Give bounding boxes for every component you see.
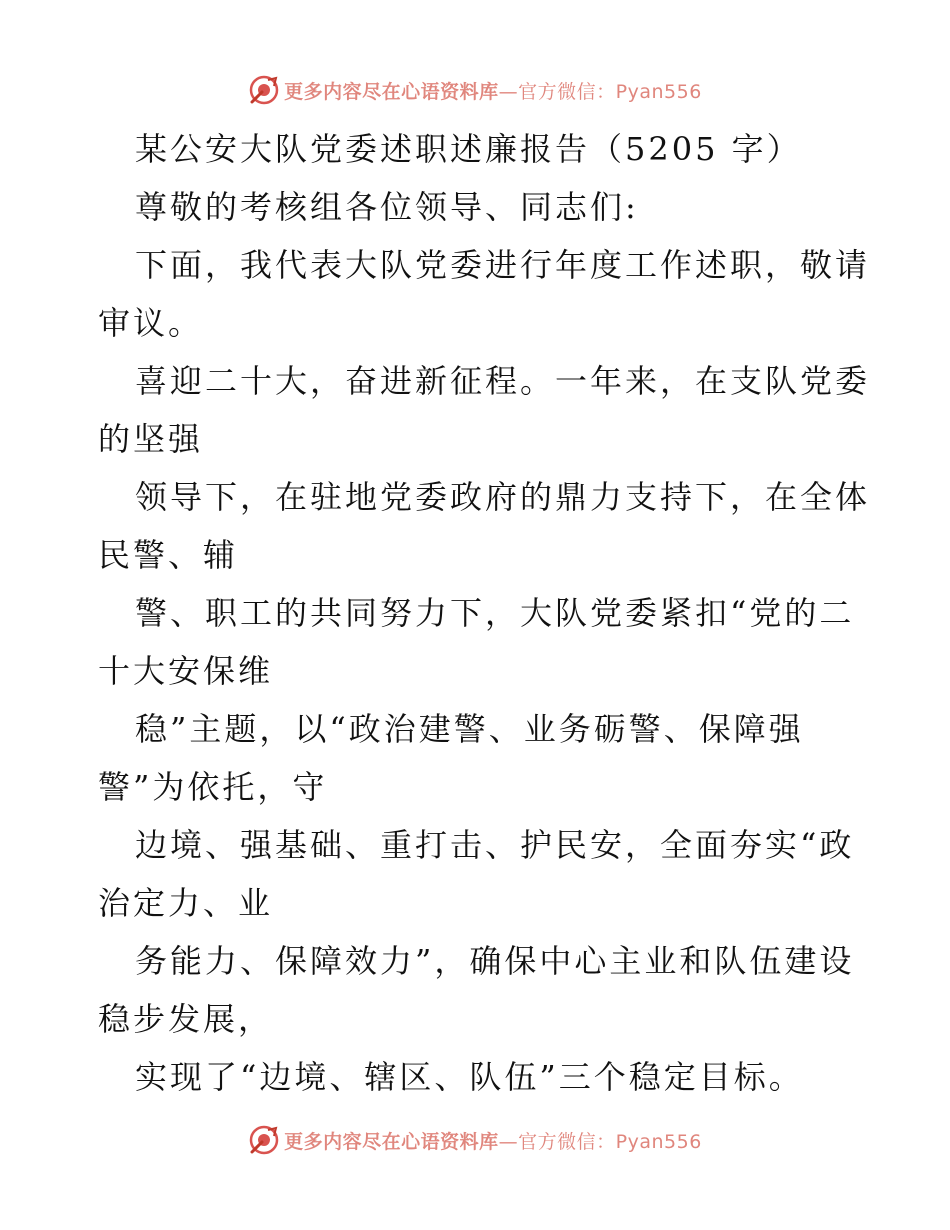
header-watermark	[0, 70, 950, 110]
salutation: 尊敬的考核组各位领导、同志们:	[135, 188, 639, 226]
text-line: 的坚强	[98, 420, 204, 458]
text-line: 警”为依托，守	[98, 768, 328, 806]
watermark-suffix: 官方微信：Pyan556	[518, 1130, 702, 1153]
text-line: 治定力、业	[98, 884, 274, 922]
text-line: 下面，我代表大队党委进行年度工作述职，敬请	[135, 246, 871, 284]
watermark-main: 更多内容尽在心语资料库	[284, 1130, 499, 1153]
footer-watermark	[0, 1120, 950, 1160]
text-line: 务能力、保障效力”，确保中心主业和队伍建设	[135, 942, 855, 980]
text-line: 稳”主题，以“政治建警、业务砺警、保障强	[135, 710, 804, 748]
text-line: 领导下，在驻地党委政府的鼎力支持下，在全体	[135, 478, 871, 516]
text-line: 边境、强基础、重打击、护民安，全面夯实“政	[135, 826, 855, 864]
text-line: 警、职工的共同努力下，大队党委紧扣“党的二	[135, 594, 855, 632]
pen-logo-icon	[248, 74, 280, 106]
watermark-dash: —	[498, 80, 519, 103]
doc-title: 某公安大队党委述职述廉报告（5205 字）	[135, 130, 802, 168]
watermark-text	[284, 1127, 702, 1154]
text-line: 实现了“边境、辖区、队伍”三个稳定目标。	[135, 1058, 804, 1096]
text-line: 十大安保维	[98, 652, 274, 690]
text-line: 审议。	[98, 304, 204, 342]
pen-logo-icon	[248, 1124, 280, 1156]
document-body	[98, 120, 871, 1106]
text-line: 喜迎二十大，奋进新征程。一年来，在支队党委	[135, 362, 871, 400]
watermark-suffix: 官方微信：Pyan556	[518, 80, 702, 103]
watermark-main: 更多内容尽在心语资料库	[284, 80, 499, 103]
text-line: 稳步发展，	[98, 1000, 274, 1038]
watermark-dash: —	[498, 1130, 519, 1153]
text-line: 民警、辅	[98, 536, 239, 574]
watermark-text	[284, 77, 702, 104]
